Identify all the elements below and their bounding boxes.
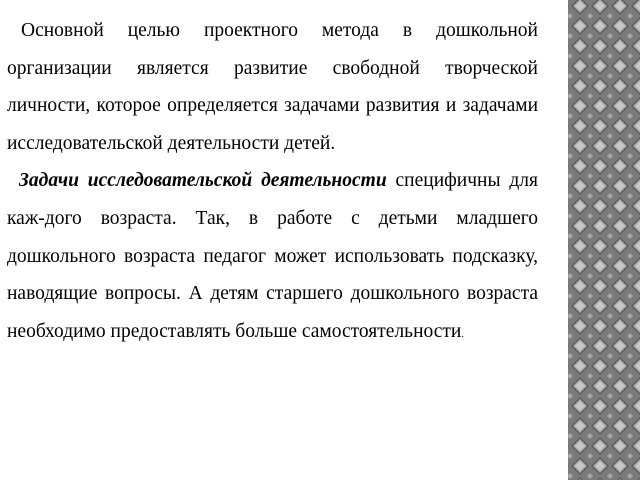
slide-text-block (7, 12, 538, 353)
paragraph-2-text: специфичны для каж-дого возраста. Так, в работе с детьми младшего дошкольного возраста педагог может использовать подсказку, наводящие вопросы. А детям старшего дошкольного возраста необходимо предоставлять больше самостоятельности (7, 170, 538, 342)
paragraph-1-text: Основной целью проектного метода в дошкольной организации является развитие свободной творческой личности, которое определяется задачами развития и задачами исследовательской деятельности детей. (7, 20, 538, 154)
paragraph-project-method-goal (7, 12, 538, 162)
emphasis-word-activity: деятельности (261, 170, 387, 192)
emphasis-word-research: исследовательской (87, 170, 253, 192)
paragraph-research-tasks (7, 162, 538, 353)
diamond-pattern-icon (568, 0, 640, 480)
emphasis-word-tasks: Задачи (19, 170, 79, 192)
decorative-pattern-strip (568, 0, 640, 480)
paragraph-2-end-mark: . (461, 328, 464, 340)
